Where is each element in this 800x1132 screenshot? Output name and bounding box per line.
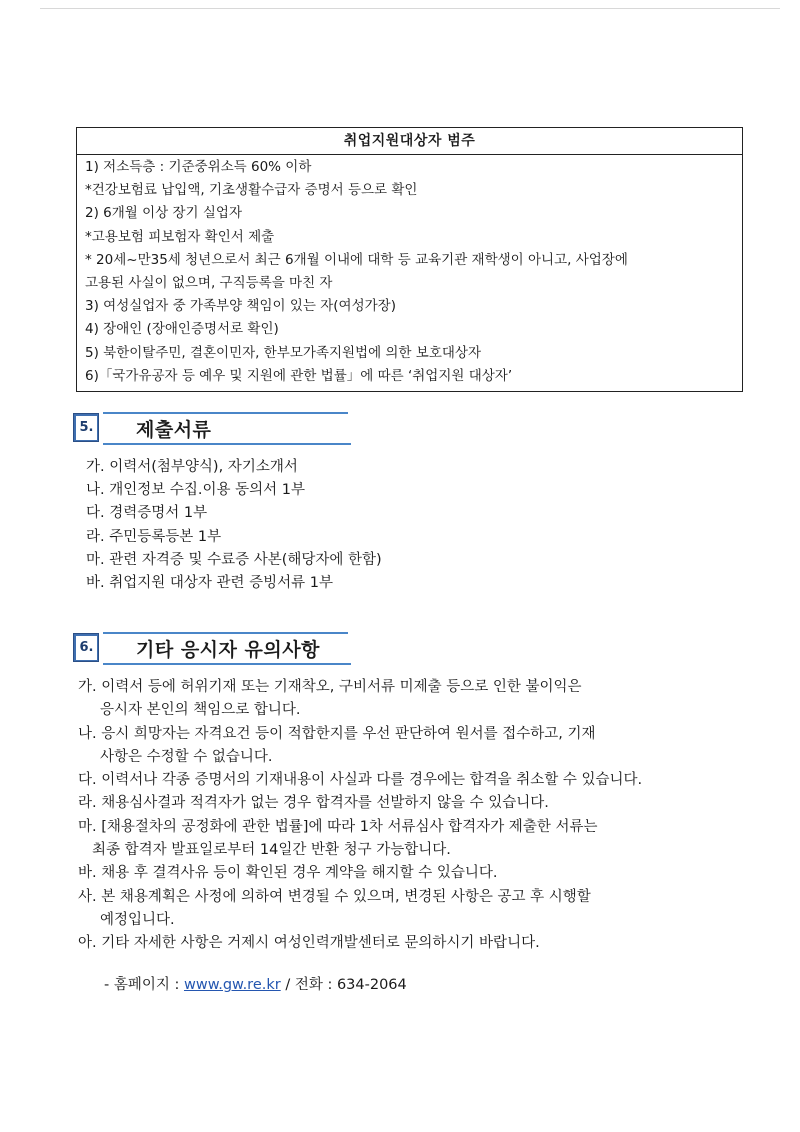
note-continuation: 응시자 본인의 책임으로 합니다. <box>100 702 301 719</box>
note-item <box>78 932 758 955</box>
note-item <box>78 792 758 815</box>
section-5-number-badge <box>73 413 99 442</box>
section-5-bottom-line <box>103 443 351 445</box>
criteria-line: 6)「국가유공자 등 예우 및 지원에 관한 법률」에 따른 ‘취업지원 대상자’ <box>85 367 513 384</box>
section-5-top-line <box>103 412 348 414</box>
list-item: 라. 주민등록등본 1부 <box>86 528 222 545</box>
criteria-line: 3) 여성실업자 중 가족부양 책임이 있는 자(여성가장) <box>85 298 396 315</box>
list-item: 마. 관련 자격증 및 수료증 사본(해당자에 한함) <box>86 551 382 568</box>
section-5-title: 제출서류 <box>136 419 212 441</box>
criteria-line: 5) 북한이탈주민, 결혼이민자, 한부모가족지원법에 의한 보호대상자 <box>85 344 482 361</box>
criteria-box-body <box>77 155 742 391</box>
note-text: 아. 기타 자세한 사항은 거제시 여성인력개발센터로 문의하시기 바랍니다. <box>78 935 540 952</box>
note-continuation: 예정입니다. <box>100 911 175 928</box>
note-continuation: 최종 합격자 발표일로부터 14일간 반환 청구 가능합니다. <box>92 842 451 859</box>
note-item <box>78 816 758 863</box>
applicant-notes-list <box>78 676 758 956</box>
section-5-header <box>73 413 353 449</box>
note-text: 바. 채용 후 결격사유 등이 확인된 경우 계약을 해지할 수 있습니다. <box>78 865 498 882</box>
list-item: 바. 취업지원 대상자 관련 증빙서류 1부 <box>86 575 333 592</box>
list-item: 다. 경력증명서 1부 <box>86 505 208 522</box>
criteria-line: 고용된 사실이 없으며, 구직등록을 마친 자 <box>85 275 333 292</box>
note-continuation: 사항은 수정할 수 없습니다. <box>100 748 273 765</box>
section-6-bottom-line <box>103 663 351 665</box>
section-6-number: 6. <box>76 636 97 660</box>
criteria-box <box>76 127 743 392</box>
criteria-box-title: 취업지원대상자 범주 <box>77 128 742 155</box>
section-6-number-badge <box>73 633 99 662</box>
criteria-line: 1) 저소득층 : 기준중위소득 60% 이하 <box>85 159 312 175</box>
criteria-line: * 20세~만35세 청년으로서 최근 6개월 이내에 대학 등 교육기관 재학생이 아니고, 사업장에 <box>85 251 628 268</box>
contact-line <box>104 973 407 994</box>
note-text: 라. 채용심사결과 적격자가 없는 경우 합격자를 선발하지 않을 수 있습니다. <box>78 795 549 812</box>
note-item <box>78 769 758 792</box>
top-rule <box>40 8 780 9</box>
section-6-title: 기타 응시자 유의사항 <box>136 639 320 661</box>
note-item <box>78 886 758 933</box>
criteria-line: 4) 장애인 (장애인증명서로 확인) <box>85 321 279 338</box>
note-item <box>78 676 758 723</box>
website-link[interactable]: www.gw.re.kr <box>183 977 281 993</box>
note-text: 다. 이력서나 각종 증명서의 기재내용이 사실과 다를 경우에는 합격을 취소할 수 있습니다. <box>78 772 643 789</box>
section-6-header <box>73 633 353 669</box>
note-text: 사. 본 채용계획은 사정에 의하여 변경될 수 있으며, 변경된 사항은 공고 후 시행할 <box>78 888 591 905</box>
section-5-number: 5. <box>76 416 97 440</box>
phone-number: 634-2064 <box>336 977 407 993</box>
submission-documents-list <box>86 456 382 595</box>
contact-prefix: - 홈페이지 : <box>104 977 184 993</box>
criteria-line: *건강보험료 납입액, 기초생활수급자 증명서 등으로 확인 <box>85 182 418 199</box>
criteria-line: *고용보험 피보험자 확인서 제출 <box>85 228 275 245</box>
note-text: 가. 이력서 등에 허위기재 또는 기재착오, 구비서류 미제출 등으로 인한 불이익은 <box>78 679 582 695</box>
list-item: 가. 이력서(첨부양식), 자기소개서 <box>86 459 298 475</box>
note-text: 나. 응시 희망자는 자격요건 등이 적합한지를 우선 판단하여 원서를 접수하고, 기재 <box>78 725 596 742</box>
criteria-line: 2) 6개월 이상 장기 실업자 <box>85 205 242 222</box>
contact-separator: / 전화 : <box>280 977 337 993</box>
note-item <box>78 862 758 885</box>
note-item <box>78 723 758 770</box>
section-6-top-line <box>103 632 348 634</box>
list-item: 나. 개인정보 수집.이용 동의서 1부 <box>86 482 305 499</box>
note-text: 마. [채용절차의 공정화에 관한 법률]에 따라 1차 서류심사 합격자가 제출한 서류는 <box>78 818 598 835</box>
